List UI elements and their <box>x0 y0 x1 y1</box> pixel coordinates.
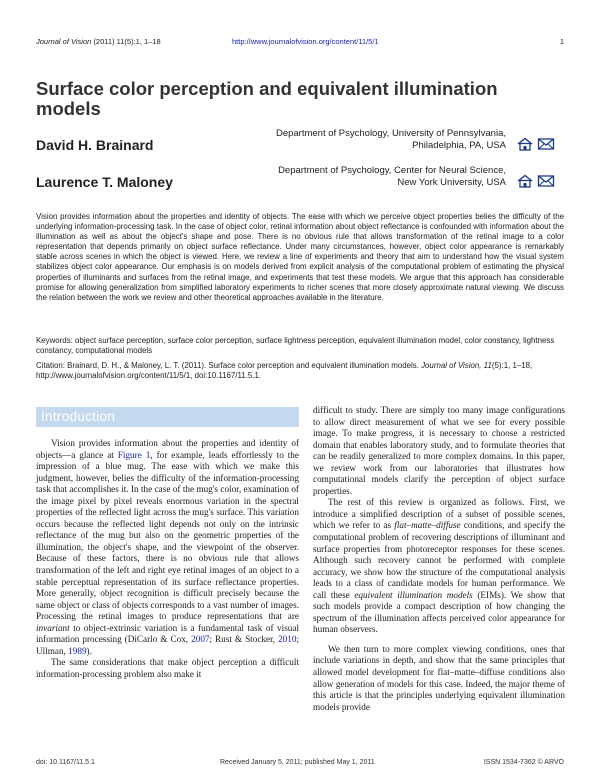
paragraph: The same considerations that make object perception a difficult information-processing problem also make it <box>36 657 299 679</box>
text-run: ; Ullman, <box>36 634 300 656</box>
affiliation-line: Department of Psychology, University of Pennsylvania, <box>275 128 506 139</box>
keywords: Keywords: object surface perception, surface color perception, surface lightness perception, equivalent illumination model, color constancy, lightness constancy, computational models <box>36 336 555 356</box>
emphasis: invariant <box>36 622 70 633</box>
text-run: ; Rust & Stocker, <box>209 634 279 645</box>
citation-prefix: Citation: Brainard, D. H., & Maloney, L. T. (2011). Surface color perception and equivalent illumination models. <box>36 361 422 370</box>
text-run: conditions, and specify the computational problem of recovering descriptions of illuminant and surface properties from photoreceptor responses for these scenes. Although such recovery cannot be performed with complete accuracy, we show how the structure of the computational analysis leads to a class of candidate models for human performance. We call these <box>313 520 565 600</box>
body-column-left <box>36 438 299 680</box>
author-name: David H. Brainard <box>36 137 154 153</box>
home-icon[interactable] <box>516 137 534 151</box>
paragraph <box>313 497 565 636</box>
home-icon[interactable] <box>516 174 534 188</box>
author-contact-icons <box>516 137 555 151</box>
email-icon[interactable] <box>537 137 555 151</box>
journal-name: Journal of Vision <box>36 37 92 46</box>
footer-dates: Received January 5, 2011; published May 1, 2011 <box>220 759 375 766</box>
footer-issn: ISSN 1534-7362 © ARVO <box>483 759 564 766</box>
citation <box>36 361 564 381</box>
reference-link[interactable]: 2010 <box>278 634 297 645</box>
affiliation-line: New York University, USA <box>397 177 506 188</box>
email-icon[interactable] <box>537 174 555 188</box>
journal-header <box>36 37 161 46</box>
article-url-link[interactable]: http://www.journalofvision.org/content/11/5/1 <box>232 37 379 46</box>
emphasis: equivalent illumination models <box>354 589 473 600</box>
footer-doi: doi: 10.1167/11.5.1 <box>36 759 95 766</box>
text-run: ). <box>86 645 92 656</box>
citation-journal: Journal of Vision, 11 <box>421 361 492 370</box>
reference-link[interactable]: 1989 <box>68 645 87 656</box>
text-run: (EIMs). We show that such models provide a compact description of how changing the spectrum of the illumination affects perceived color appearance for human observers. <box>313 589 566 635</box>
paragraph: We then turn to more complex viewing conditions, ones that include variations in depth, and show that the same principles that allowed model development for flat–matte–diffuse conditions also allow generation of models for this case. Indeed, the major theme of this article is that the principles underlying equivalent illumination models provide <box>313 643 565 712</box>
text-run: , for example, leads effortlessly to the impression of a blue mug. The ease with which we make this judgment, however, belies the difficulty of the information-processing task that accomplishes it. In the case of the mug's color, examination of the image pixel by pixel reveals enormous variation in the spectral properties of the reflected light across the mug's surface. This variation occurs because the reflected light depends not only on the intrinsic reflectance of the mug but also on the geometric properties of the illumination, the object's shape, and the viewpoint of the observer. Because of these factors, there is no obvious rule that allows transformation of the left and right eye retinal images of an object to a stable perceptual representation of its surface reflectance properties. More generally, object recognition is difficult precisely because the same object or class of objects corresponds to a vast number of images. Processing the retinal images to produce representations that are <box>36 449 299 622</box>
paper-title: Surface color perception and equivalent illumination models <box>36 78 498 119</box>
author-affiliation <box>206 165 506 189</box>
author-contact-icons <box>516 174 555 188</box>
text-run: to object-extrinsic variation is a fundamental task of visual information processing (DiCarlo & Cox, <box>36 622 299 645</box>
abstract: Vision provides information about the properties and identity of objects. The ease with which we perceive object properties belies the difficulty of the underlying information-processing task. In the case of object color, retinal information about object reflectance is confounded with information about the illumination as well as about the object's shape and pose. There is no obvious rule that allows transformation of the retinal image to a color representation that depends primarily on object surface reflectance. Under many circumstances, however, object color appearance is remarkably stable across scenes in which the object is viewed. Here, we review a line of experiments and theory that aim to understand how the visual system stabilizes object color appearance. Our emphasis is on models derived from explicit analysis of the computational problem of estimating the physical properties of illuminants and surfaces from the retinal image, and experiments that test these models. We argue that this approach has considerable promise for allowing generalization from simplified laboratory experiments to richer scenes that more closely approximate natural viewing. We discuss the relation between the work we review and other theoretical approaches available in the literature. <box>36 212 564 302</box>
page-number: 1 <box>559 37 564 46</box>
section-heading: Introduction <box>41 409 116 424</box>
text-run: Vision provides information about the properties and identity of objects—a glance at <box>36 438 299 460</box>
volume-info: (2011) 11(5):1, 1–18 <box>93 37 161 46</box>
reference-link[interactable]: 2007 <box>191 634 210 645</box>
author-affiliation <box>206 128 506 152</box>
citation-suffix: (5):1, 1–18, http://www.journalofvision.org/content/11/5/1, doi:10.1167/11.5.1. <box>36 361 533 381</box>
figure-link[interactable]: Figure 1 <box>117 449 151 460</box>
affiliation-line: Department of Psychology, Center for Neural Science, <box>278 165 506 176</box>
emphasis: flat–matte–diffuse <box>394 520 461 531</box>
paragraph <box>36 438 299 657</box>
body-column-right <box>313 405 565 713</box>
affiliation-line: Philadelphia, PA, USA <box>412 140 506 151</box>
author-name: Laurence T. Maloney <box>36 174 173 190</box>
paragraph: difficult to study. There are simply too many image configurations to allow direct measurement of what we see for every possible image. To make progress, it is necessary to choose a restricted domain that enables laboratory study, and to formulate theories that can be readily generalized to more complex domains. In this paper, we review work from our laboratories that illustrates how computational models clarify the perception of object surface properties. <box>313 405 565 496</box>
text-run: The rest of this review is organized as follows. First, we introduce a simplified description of a subset of possible scenes, which we refer to as <box>313 497 565 531</box>
